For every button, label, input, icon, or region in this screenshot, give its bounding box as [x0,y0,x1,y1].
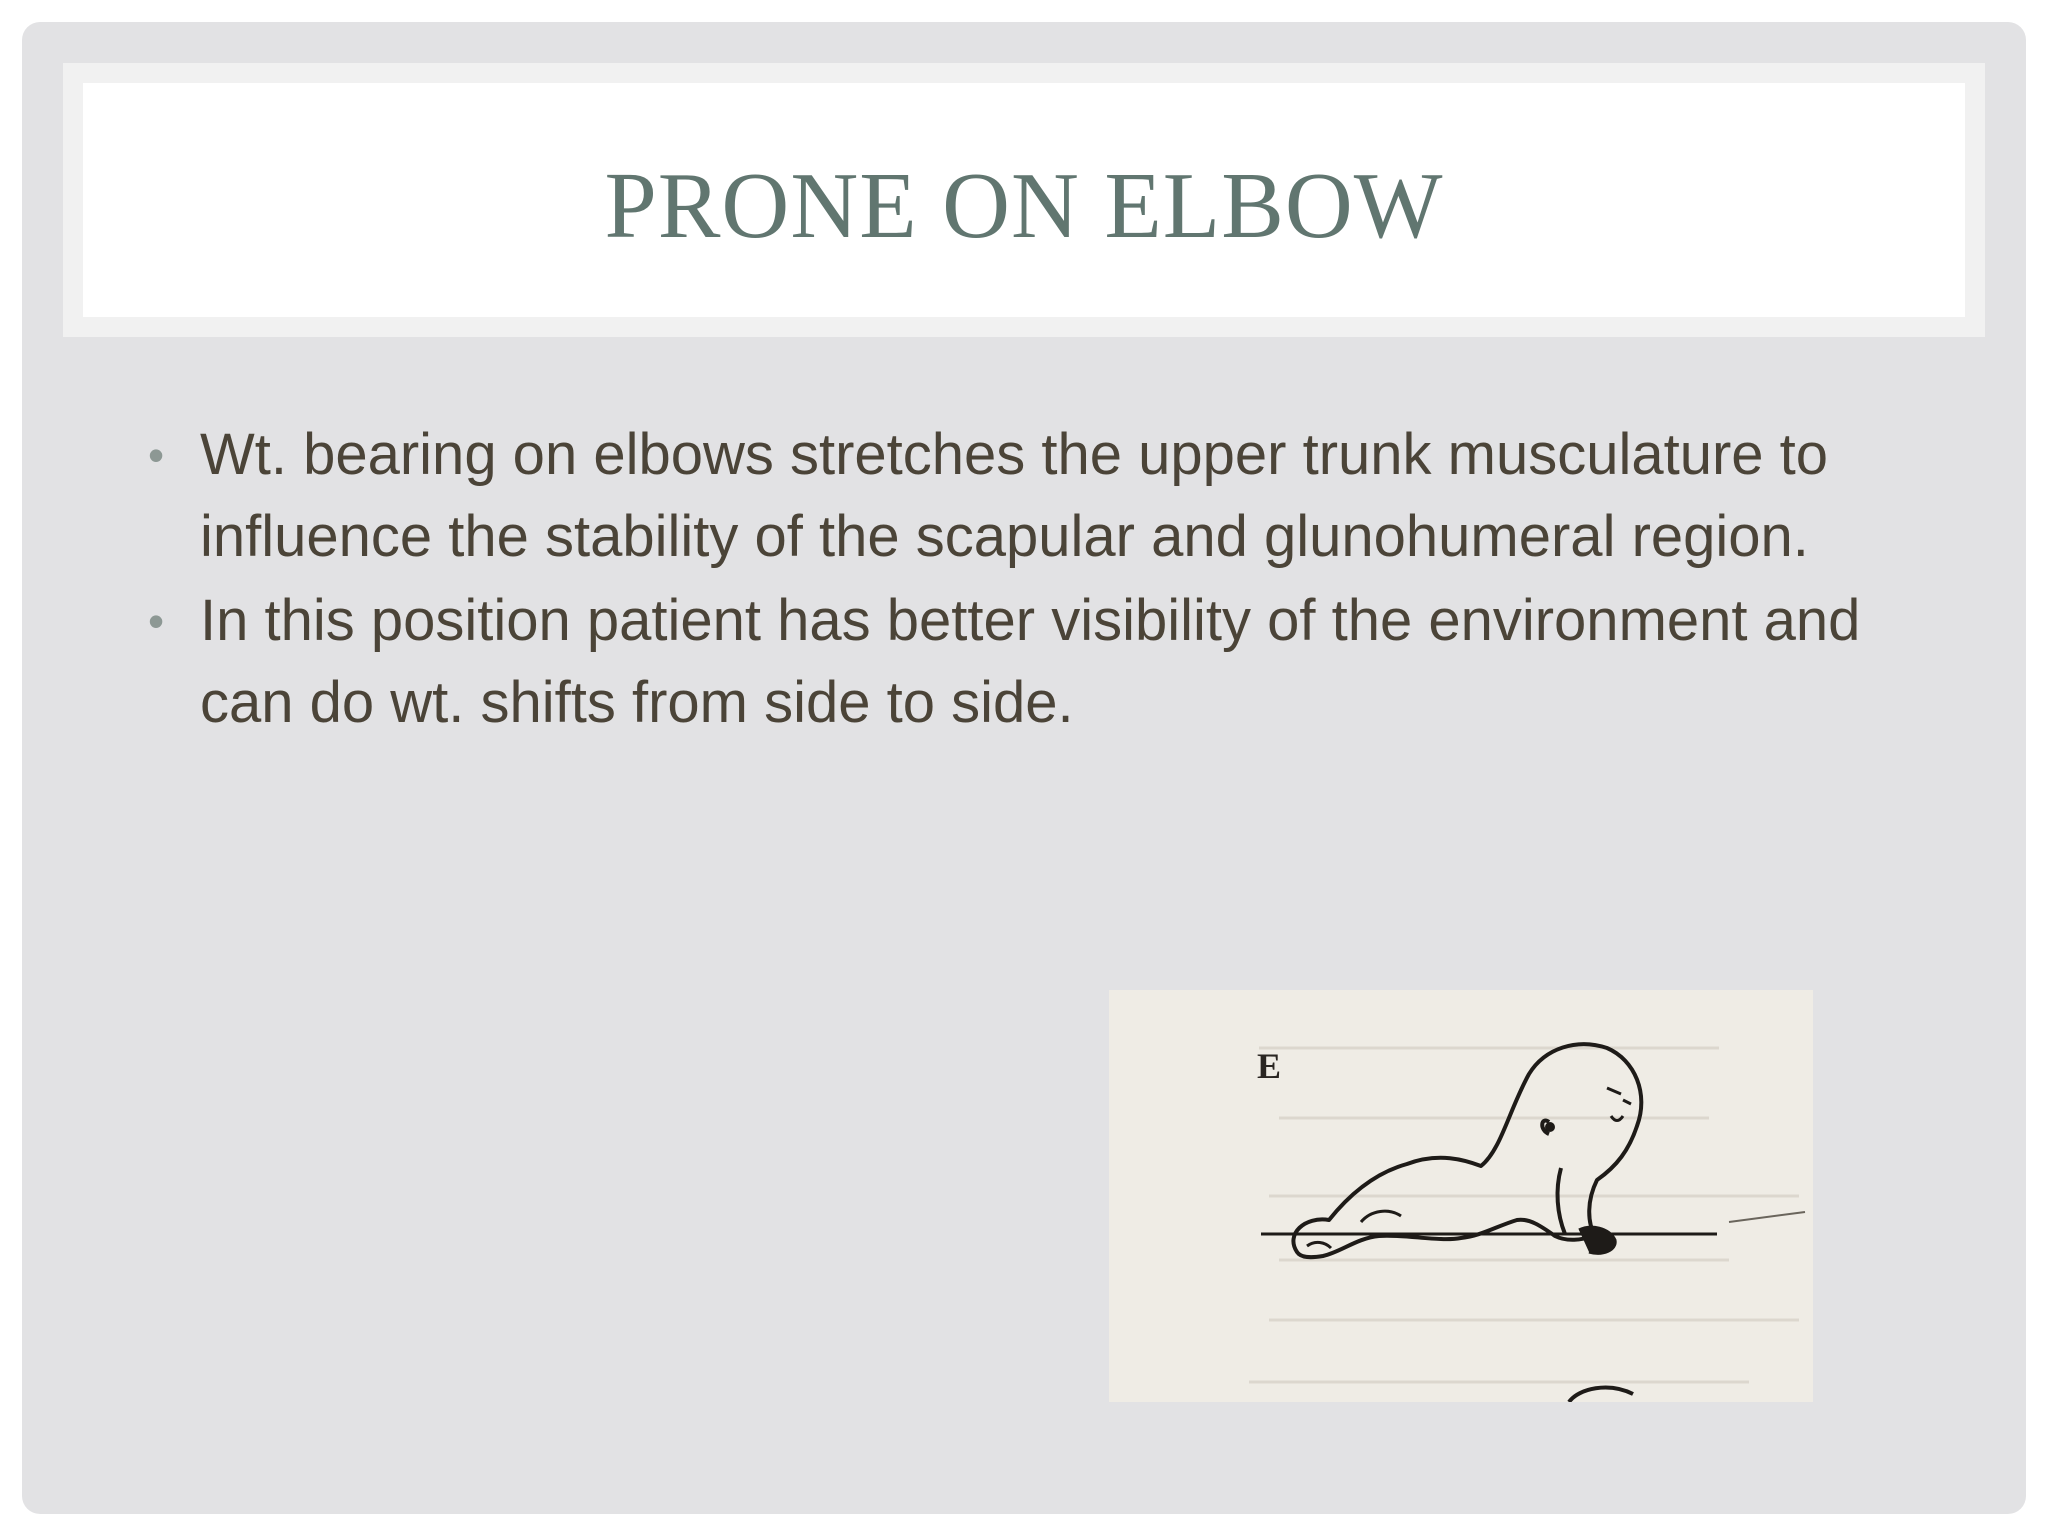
title-frame [63,63,1985,337]
infant-prone-on-elbows-illustration [1109,990,1813,1402]
bullet-item [148,414,1948,578]
bullet-text: In this position patient has better visibility of the environment and can do wt. shifts from side to side. [200,588,1861,735]
bullet-text: Wt. bearing on elbows stretches the upper trunk musculature to influence the stability of the scapular and glunohumeral region. [200,422,1829,569]
figure-label: E [1257,1046,1282,1086]
bullet-item [148,580,1948,744]
title-box [83,83,1965,317]
bullet-icon: • [148,595,165,647]
bullet-list [148,414,1948,746]
slide-title: PRONE ON ELBOW [604,154,1444,258]
slide [22,22,2026,1514]
bullet-icon: • [148,429,165,481]
infant-drawing-icon [1109,990,1813,1402]
